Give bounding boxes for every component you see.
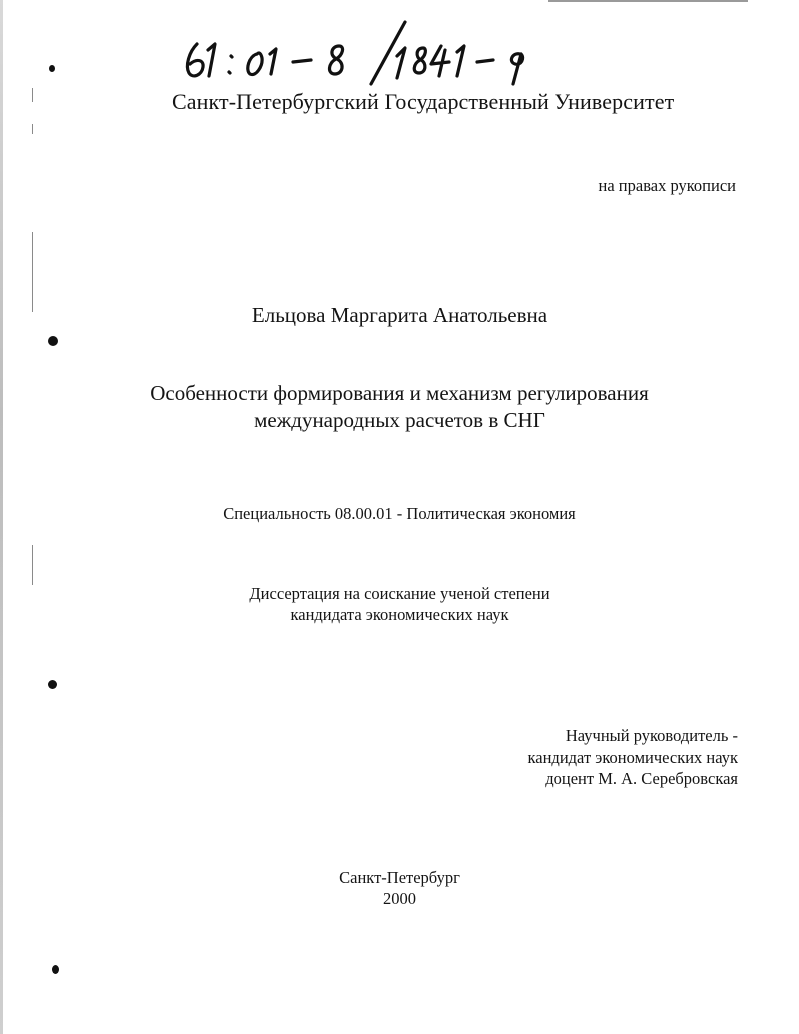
margin-tick [32, 88, 33, 102]
university-name: Санкт-Петербургский Государственный Университет [172, 89, 675, 114]
margin-tick [32, 232, 33, 312]
manuscript-rights-note: на правах рукописи [598, 176, 736, 195]
publication-city: Санкт-Петербург [339, 868, 460, 887]
scan-top-edge [548, 0, 748, 2]
advisor-heading: Научный руководитель - [565, 726, 738, 745]
dissertation-title-line-1: Особенности формирования и механизм регулирования [150, 381, 649, 405]
punch-hole-mark [52, 965, 59, 974]
advisor-degree: кандидат экономических наук [527, 748, 738, 767]
dissertation-title-line-2: международных расчетов в СНГ [254, 408, 545, 432]
specialty-line: Специальность 08.00.01 - Политическая экономия [223, 504, 576, 523]
margin-tick [32, 124, 33, 134]
punch-hole-mark [49, 65, 55, 72]
publication-year: 2000 [383, 889, 416, 908]
advisor-name: доцент М. А. Серебровская [545, 769, 738, 788]
margin-tick [32, 545, 33, 585]
punch-hole-mark [48, 680, 57, 689]
degree-line-1: Диссертация на соискание ученой степени [249, 584, 550, 603]
degree-line-2: кандидата экономических наук [290, 605, 509, 624]
author-name: Ельцова Маргарита Анатольевна [251, 303, 548, 327]
punch-hole-mark [48, 336, 58, 346]
handwritten-registry-stamp [175, 18, 555, 88]
